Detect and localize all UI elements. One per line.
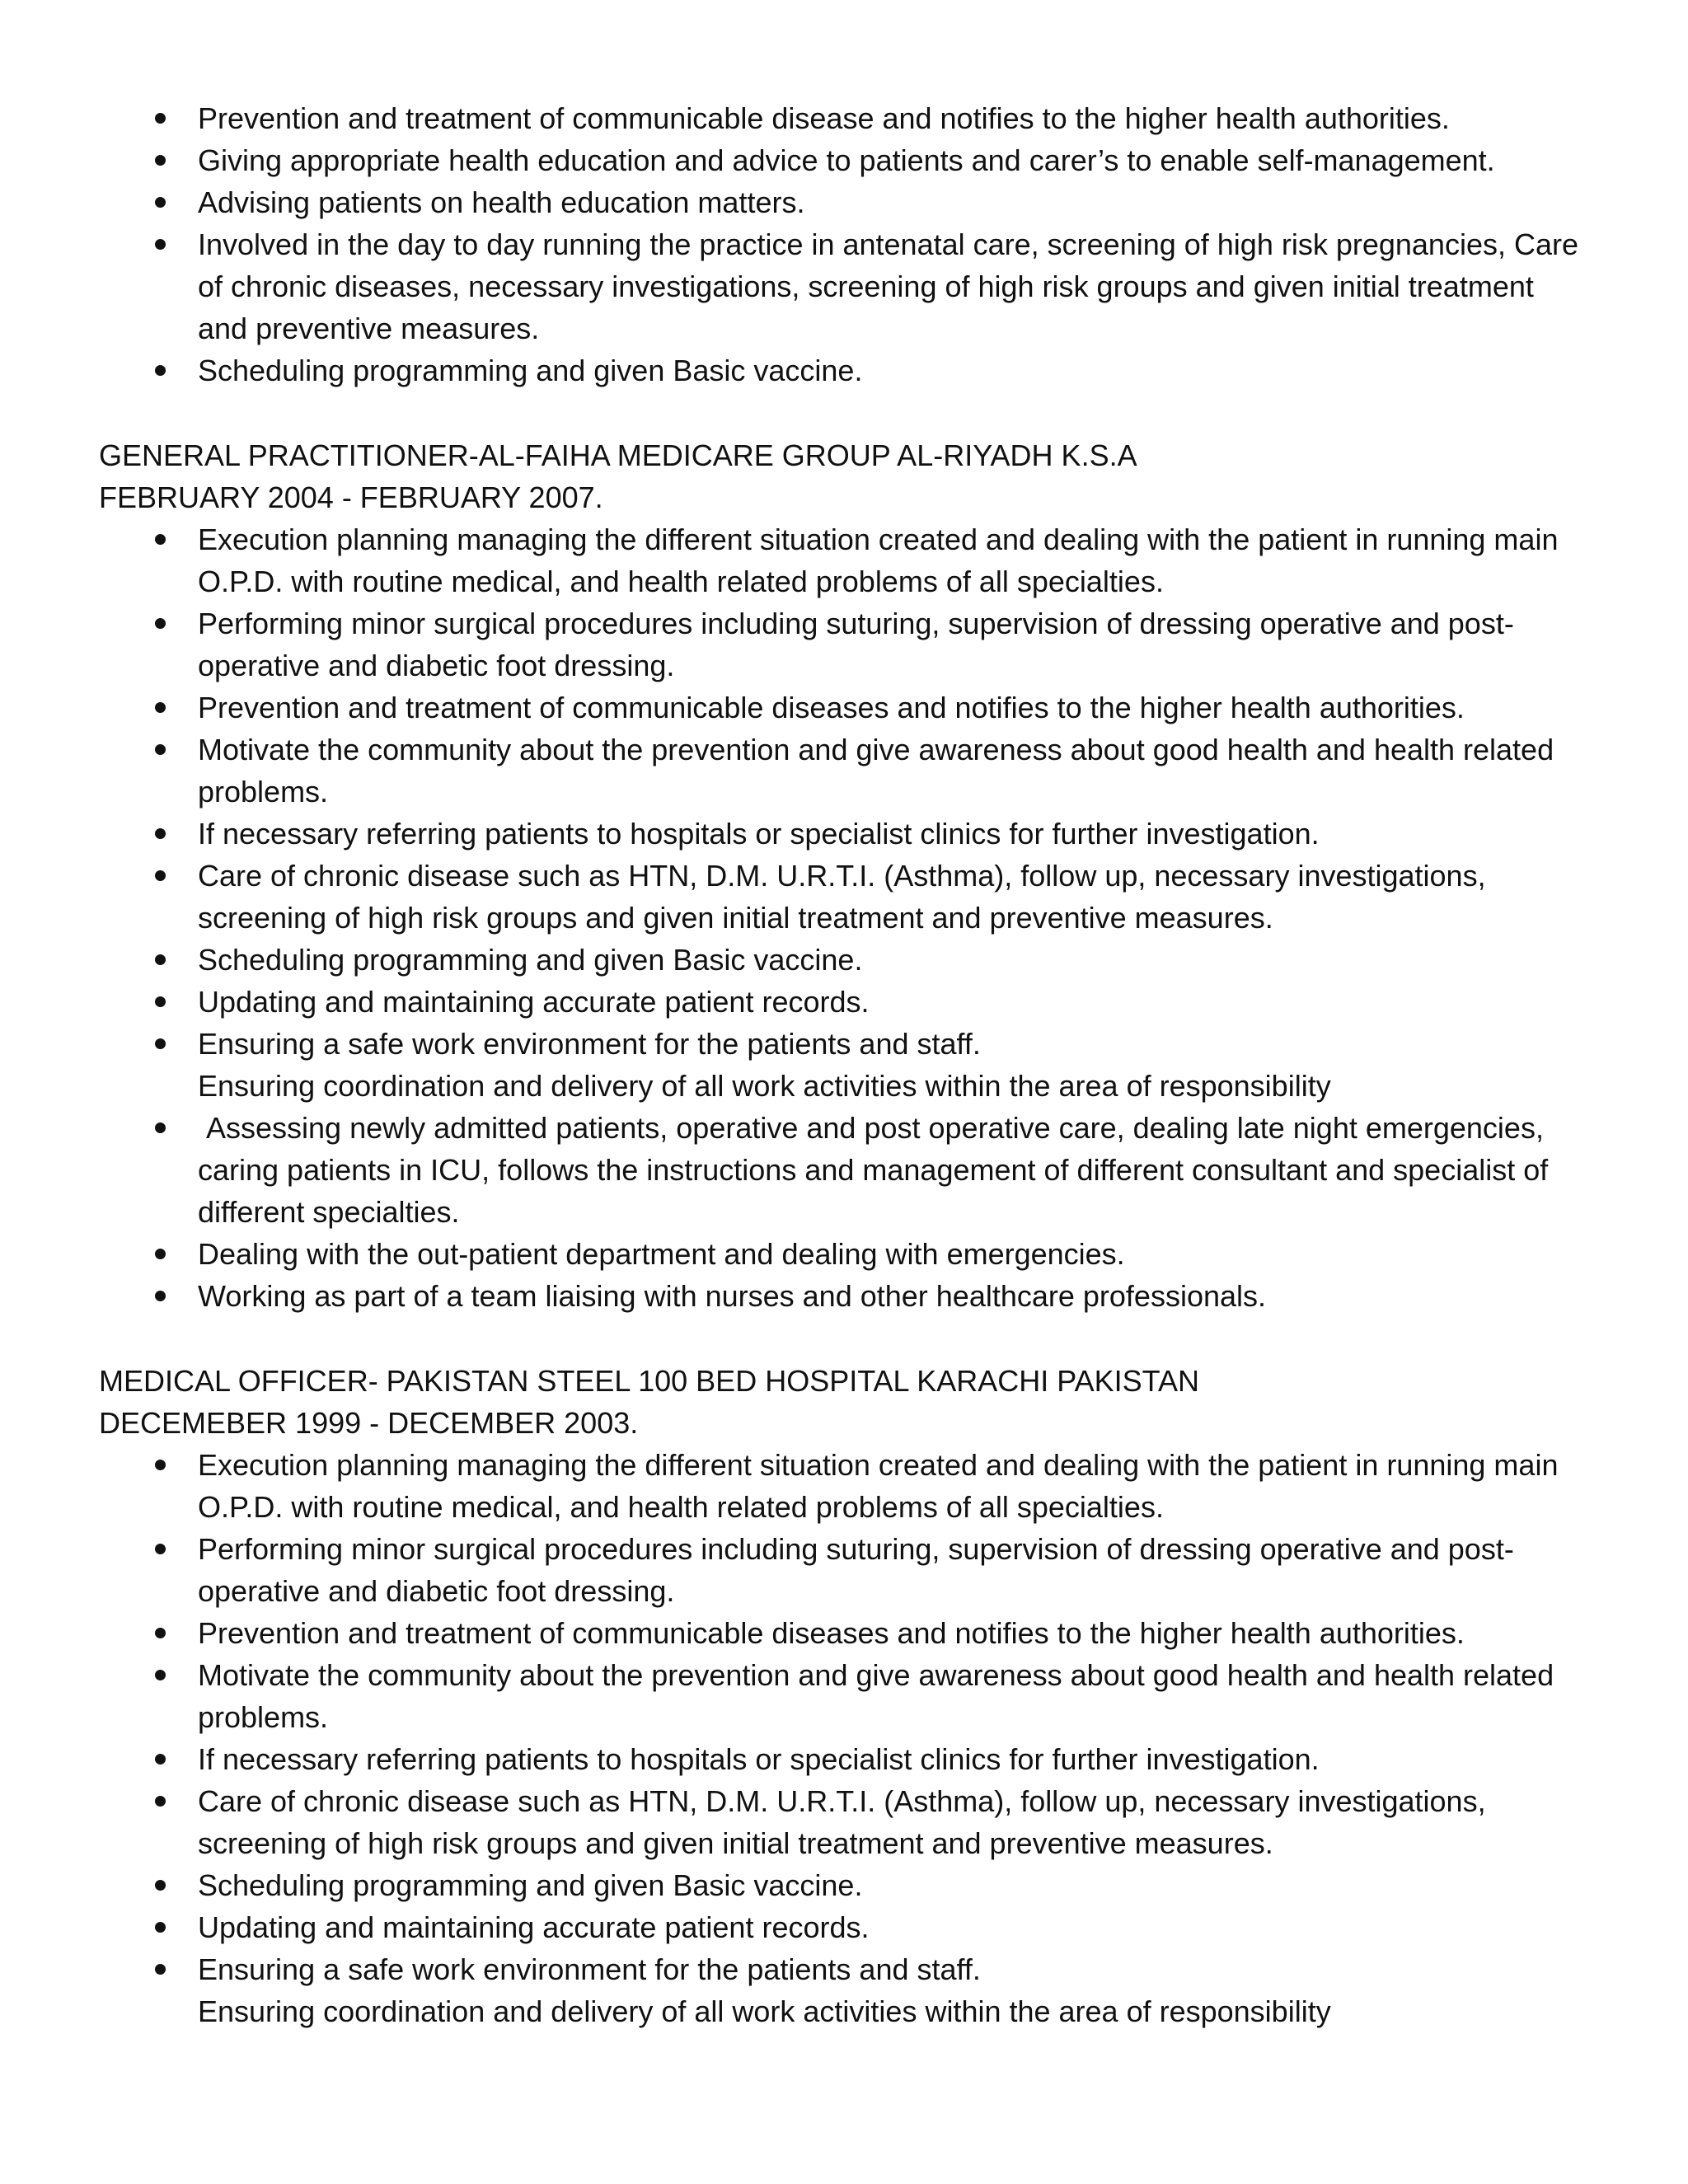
item-text: Dealing with the out-patient department and dealing with emergencies. [198, 1237, 1125, 1271]
item-text: Updating and maintaining accurate patient records. [198, 1910, 870, 1944]
bullet-item [99, 1738, 1582, 1780]
item-text: Execution planning managing the different situation created and dealing with the patient in running main O.P.D. with routine medical, and health related problems of all specialties. [198, 1448, 1559, 1524]
continuation-line [99, 1065, 1582, 1107]
position-header [99, 1360, 1582, 1444]
item-text: Ensuring a safe work environment for the patients and staff. [198, 1027, 981, 1061]
item-text: Performing minor surgical procedures including suturing, supervision of dressing operative and post-operative and diabetic foot dressing. [198, 607, 1514, 682]
bullet-item [99, 1023, 1582, 1065]
position-title: GENERAL PRACTITIONER-AL-FAIHA MEDICARE GROUP AL-RIYADH K.S.A [99, 438, 1137, 472]
item-text: Care of chronic disease such as HTN, D.M. U.R.T.I. (Asthma), follow up, necessary investigations, screening of high risk groups and given initial treatment and preventive measures. [198, 859, 1486, 935]
bullet-item [99, 1444, 1582, 1528]
item-text: Care of chronic disease such as HTN, D.M. U.R.T.I. (Asthma), follow up, necessary investigations, screening of high risk groups and given initial treatment and preventive measures. [198, 1784, 1486, 1860]
position-section [99, 1360, 1582, 2032]
bullet-item [99, 1906, 1582, 1948]
item-text: Ensuring coordination and delivery of all work activities within the area of responsibility [198, 1994, 1331, 2028]
item-text: Scheduling programming and given Basic vaccine. [198, 943, 863, 977]
bullet-item [99, 1612, 1582, 1654]
item-text: Scheduling programming and given Basic vaccine. [198, 1868, 863, 1902]
item-text: Performing minor surgical procedures including suturing, supervision of dressing operative and post-operative and diabetic foot dressing. [198, 1532, 1514, 1608]
item-text: Motivate the community about the prevention and give awareness about good health and health related problems. [198, 733, 1554, 808]
bullet-item [99, 1107, 1582, 1233]
continued-duties-list [99, 97, 1582, 391]
position-title: MEDICAL OFFICER- PAKISTAN STEEL 100 BED HOSPITAL KARACHI PAKISTAN [99, 1364, 1199, 1398]
bullet-item [99, 855, 1582, 939]
item-text: Updating and maintaining accurate patient records. [198, 985, 870, 1019]
bullet-item [99, 223, 1582, 349]
bullet-item [99, 939, 1582, 981]
position-duties-list [99, 1444, 1582, 2032]
item-text: Prevention and treatment of communicable diseases and notifies to the higher health authorities. [198, 691, 1465, 724]
item-text: Giving appropriate health education and advice to patients and carer’s to enable self-management. [198, 143, 1495, 177]
position-header [99, 434, 1582, 518]
bullet-item [99, 1864, 1582, 1906]
item-text: Involved in the day to day running the practice in antenatal care, screening of high risk pregnancies, Care of chronic diseases, necessary investigations, screening of high risk groups and given initial treatment and preventive measures. [198, 227, 1579, 345]
item-text: Prevention and treatment of communicable disease and notifies to the higher health authorities. [198, 101, 1450, 135]
resume-page [99, 97, 1582, 2032]
item-text: Ensuring a safe work environment for the patients and staff. [198, 1952, 981, 1986]
item-text: If necessary referring patients to hospitals or specialist clinics for further investigation. [198, 817, 1320, 851]
bullet-item [99, 349, 1582, 391]
bullet-item [99, 981, 1582, 1023]
bullet-item [99, 687, 1582, 729]
item-text: Execution planning managing the different situation created and dealing with the patient in running main O.P.D. with routine medical, and health related problems of all specialties. [198, 523, 1559, 598]
item-text: Assessing newly admitted patients, operative and post operative care, dealing late night emergencies, caring patients in ICU, follows the instructions and management of different consultant and specialist of different specialties. [198, 1111, 1549, 1229]
item-text: Motivate the community about the prevention and give awareness about good health and health related problems. [198, 1658, 1554, 1734]
position-section [99, 434, 1582, 1317]
bullet-item [99, 97, 1582, 139]
bullet-item [99, 181, 1582, 223]
bullet-item [99, 1948, 1582, 1990]
item-text: If necessary referring patients to hospitals or specialist clinics for further investigation. [198, 1742, 1320, 1776]
continued-duties-section [99, 97, 1582, 391]
bullet-item [99, 1654, 1582, 1738]
bullet-item [99, 139, 1582, 181]
bullet-item [99, 602, 1582, 687]
position-dates: DECEMEBER 1999 - DECEMBER 2003. [99, 1406, 639, 1440]
item-text: Prevention and treatment of communicable diseases and notifies to the higher health authorities. [198, 1616, 1465, 1650]
position-duties-list [99, 518, 1582, 1317]
bullet-item [99, 1780, 1582, 1864]
item-text: Advising patients on health education matters. [198, 185, 805, 219]
item-text: Ensuring coordination and delivery of all work activities within the area of responsibility [198, 1069, 1331, 1103]
position-dates: FEBRUARY 2004 - FEBRUARY 2007. [99, 480, 603, 514]
bullet-item [99, 1528, 1582, 1612]
bullet-item [99, 1275, 1582, 1317]
bullet-item [99, 813, 1582, 855]
item-text: Working as part of a team liaising with nurses and other healthcare professionals. [198, 1279, 1267, 1313]
bullet-item [99, 518, 1582, 602]
continuation-line [99, 1990, 1582, 2032]
bullet-item [99, 1233, 1582, 1275]
item-text: Scheduling programming and given Basic vaccine. [198, 354, 863, 387]
bullet-item [99, 729, 1582, 813]
